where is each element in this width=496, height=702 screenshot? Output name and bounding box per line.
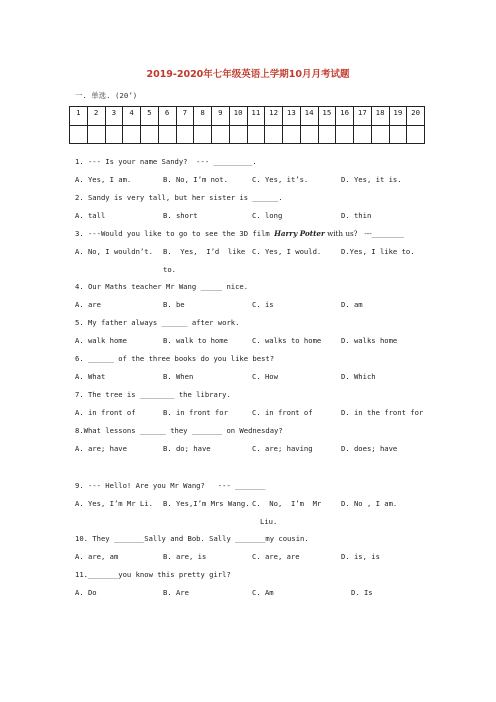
answer-option[interactable]: A. No, I wouldn’t.	[75, 247, 153, 256]
answer-option[interactable]: C. walks to home	[252, 336, 322, 345]
option-continuation: to.	[163, 265, 176, 274]
answer-blank-cell[interactable]	[176, 126, 194, 144]
question-stem: 2. Sandy is very tall, but her sister is ______.	[75, 193, 283, 202]
question-stem: 7. The tree is ________ the library.	[75, 390, 231, 399]
answer-option[interactable]: B. in front for	[163, 408, 228, 417]
answer-blank-cell[interactable]	[265, 126, 283, 144]
answer-option[interactable]: A. tall	[75, 211, 106, 220]
answer-blank-cell[interactable]	[194, 126, 212, 144]
answer-blank-cell[interactable]	[407, 126, 425, 144]
answer-option[interactable]: C. How	[252, 372, 278, 381]
answer-blank-cell[interactable]	[87, 126, 105, 144]
answer-number-cell: 17	[354, 107, 372, 126]
answer-option[interactable]: B. When	[163, 372, 194, 381]
section-heading: 一. 单选. (20’)	[75, 91, 138, 100]
answer-option[interactable]: A. Yes, I’m Mr Li.	[75, 499, 153, 508]
question-stem: 8.What lessons ______ they _______ on Wednesday?	[75, 426, 283, 435]
question-stem: 10. They _______Sally and Bob. Sally _______my cousin.	[75, 534, 309, 543]
answer-option[interactable]: D. walks home	[341, 336, 398, 345]
answer-option[interactable]: B. Yes, I’d like	[163, 247, 246, 256]
answer-option[interactable]: C. are, are	[252, 552, 300, 561]
answer-option[interactable]: B. do; have	[163, 444, 211, 453]
answer-number-cell: 19	[389, 107, 407, 126]
answer-option[interactable]: D.Yes, I like to.	[341, 247, 415, 256]
answer-number-cell: 3	[105, 107, 123, 126]
answer-blank-cell[interactable]	[229, 126, 247, 144]
film-title: Harry Potter	[274, 229, 325, 238]
answer-number-cell: 10	[229, 107, 247, 126]
option-continuation: Liu.	[260, 517, 278, 526]
question-stem	[75, 229, 404, 238]
answer-number-cell: 2	[87, 107, 105, 126]
answer-option[interactable]: D. thin	[341, 211, 372, 220]
answer-number-cell: 6	[158, 107, 176, 126]
answer-option[interactable]: A. walk home	[75, 336, 127, 345]
answer-blank-cell[interactable]	[141, 126, 159, 144]
answer-option[interactable]: D. No , I am.	[341, 499, 398, 508]
answer-option[interactable]: A. in front of	[75, 408, 136, 417]
answer-blank-cell[interactable]	[70, 126, 88, 144]
answer-option[interactable]: C. No, I’m Mr	[252, 499, 322, 508]
question-stem-text: 3. ---Would you like to go to see the 3D film	[75, 229, 275, 238]
answer-option[interactable]: C. Yes, I would.	[252, 247, 322, 256]
question-stem: 9. --- Hello! Are you Mr Wang? --- _______	[75, 481, 266, 490]
answer-option[interactable]: C. Am	[252, 588, 274, 597]
answer-blank-cell[interactable]	[123, 126, 141, 144]
answer-number-row	[70, 107, 425, 126]
answer-option[interactable]: A. What	[75, 372, 106, 381]
answer-blank-cell[interactable]	[283, 126, 301, 144]
answer-option[interactable]: A. are; have	[75, 444, 127, 453]
answer-number-cell: 8	[194, 107, 212, 126]
answer-option[interactable]: B. Are	[163, 588, 189, 597]
answer-option[interactable]: D. Yes, it is.	[341, 175, 402, 184]
answer-number-cell: 18	[371, 107, 389, 126]
answer-number-cell: 7	[176, 107, 194, 126]
answer-option[interactable]: C. is	[252, 300, 274, 309]
answer-number-cell: 12	[265, 107, 283, 126]
answer-blank-cell[interactable]	[158, 126, 176, 144]
answer-option[interactable]: C. long	[252, 211, 283, 220]
answer-blank-cell[interactable]	[389, 126, 407, 144]
answer-option[interactable]: A. are	[75, 300, 101, 309]
answer-option[interactable]: A. Yes, I am.	[75, 175, 132, 184]
answer-blank-cell[interactable]	[336, 126, 354, 144]
answer-number-cell: 16	[336, 107, 354, 126]
answer-blank-cell[interactable]	[318, 126, 336, 144]
answer-option[interactable]: D. am	[341, 300, 363, 309]
answer-number-cell: 20	[407, 107, 425, 126]
answer-number-cell: 13	[283, 107, 301, 126]
question-stem: 5. My father always ______ after work.	[75, 318, 240, 327]
answer-option[interactable]: B. be	[163, 300, 185, 309]
answer-option[interactable]: D. in the front for	[341, 408, 424, 417]
answer-option[interactable]: B. walk to home	[163, 336, 228, 345]
answer-number-cell: 15	[318, 107, 336, 126]
answer-blank-row	[70, 126, 425, 144]
answer-option[interactable]: D. does; have	[341, 444, 398, 453]
answer-number-cell: 1	[70, 107, 88, 126]
answer-blank-cell[interactable]	[371, 126, 389, 144]
answer-option[interactable]: A. Do	[75, 588, 97, 597]
answer-blank-cell[interactable]	[105, 126, 123, 144]
answer-option[interactable]: B. are, is	[163, 552, 207, 561]
answer-blank-cell[interactable]	[212, 126, 230, 144]
answer-option[interactable]: D. Is	[351, 588, 373, 597]
question-stem: 11._______you know this pretty girl?	[75, 570, 231, 579]
answer-option[interactable]: C. are; having	[252, 444, 313, 453]
answer-option[interactable]: B. No, I’m not.	[163, 175, 228, 184]
answer-number-cell: 11	[247, 107, 265, 126]
question-stem: 1. --- Is your name Sandy? --- _________.	[75, 157, 257, 166]
answer-blank-cell[interactable]	[300, 126, 318, 144]
answer-option[interactable]: D. Which	[341, 372, 376, 381]
answer-number-cell: 9	[212, 107, 230, 126]
answer-option[interactable]: C. in front of	[252, 408, 313, 417]
question-stem: 6. ______ of the three books do you like best?	[75, 354, 275, 363]
answer-option[interactable]: A. are, am	[75, 552, 119, 561]
answer-blank-cell[interactable]	[247, 126, 265, 144]
answer-number-cell: 14	[300, 107, 318, 126]
answer-option[interactable]: B. Yes,I’m Mrs Wang.	[163, 499, 250, 508]
answer-option[interactable]: D. is, is	[341, 552, 380, 561]
answer-number-cell: 5	[141, 107, 159, 126]
question-stem-text: with us? ---_________	[324, 229, 404, 238]
answer-blank-cell[interactable]	[354, 126, 372, 144]
answer-table	[69, 106, 425, 144]
question-stem: 4. Our Maths teacher Mr Wang _____ nice.	[75, 282, 249, 291]
answer-number-cell: 4	[123, 107, 141, 126]
page-title: 2019-2020年七年级英语上学期10月月考试题	[146, 69, 350, 80]
answer-option[interactable]: C. Yes, it’s.	[252, 175, 309, 184]
answer-option[interactable]: B. short	[163, 211, 198, 220]
